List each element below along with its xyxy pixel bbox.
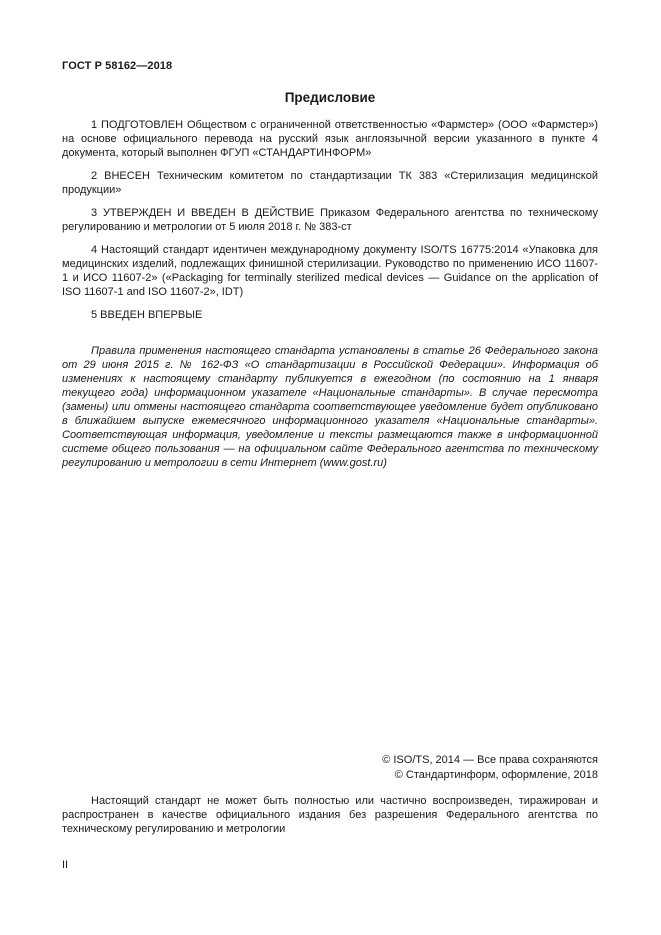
- document-code-header: ГОСТ Р 58162—2018: [62, 60, 173, 72]
- copyright-iso: © ISO/TS, 2014 — Все права сохраняются: [382, 754, 598, 766]
- foreword-paragraph-5: 5 ВВЕДЕН ВПЕРВЫЕ: [91, 309, 203, 321]
- section-title: Предисловие: [284, 90, 376, 105]
- copyright-standartinform: © Стандартинформ, оформление, 2018: [394, 769, 598, 781]
- application-rules-notice: Правила применения настоящего стандарта установлены в статье 26 Федерального закона от 29 июня 2015 г. № 162-ФЗ «О стандартизации в Российской Федерации». Информация об изменениях к настоящему стандарту публикуется в ежегодном (по состоянию на 1 января текущего года) информационном указателе «Национальные стандарты». В случае пересмотра (замены) или отмены настоящего стандарта соответствующее уведомление будет опубликовано в ближайшем выпуске ежемесячного информационного указателя «Национальные стандарты». Соответствующая информация, уведомление и тексты размещаются также в информационной системе общего пользования — на официальном сайте Федерального агентства по техническому регулированию и метрологии в сети Интернет (www.gost.ru): [62, 345, 598, 469]
- foreword-paragraph-2: 2 ВНЕСЕН Техническим комитетом по стандартизации ТК 383 «Стерилизация медицинской продукции»: [62, 170, 598, 196]
- foreword-body: [62, 118, 598, 322]
- copyright-block: [382, 753, 598, 783]
- foreword-paragraph-3: 3 УТВЕРЖДЕН И ВВЕДЕН В ДЕЙСТВИЕ Приказом Федерального агентства по техническому регулированию и метрологии от 5 июля 2018 г. № 383-ст: [62, 207, 598, 233]
- reproduction-notice: Настоящий стандарт не может быть полностью или частично воспроизведен, тиражирован и распространен в качестве официального издания без разрешения Федерального агентства по техническому регулированию и метрологии: [62, 795, 598, 835]
- page-number: II: [62, 859, 69, 871]
- foreword-paragraph-1: 1 ПОДГОТОВЛЕН Обществом с ограниченной ответственностью «Фармстер» (ООО «Фармстер») на основе официального перевода на русский язык англоязычной версии указанного в пункте 4 документа, который выполнен ФГУП «СТАНДАРТИНФОРМ»: [62, 119, 598, 159]
- foreword-paragraph-4: 4 Настоящий стандарт идентичен международному документу ISO/TS 16775:2014 «Упаковка для медицинских изделий, подлежащих финишной стерилизации. Руководство по применению ИСО 11607-1 и ИСО 11607-2» («Packaging for terminally sterilized medical devices — Guidance on the application of ISO 11607-1 and ISO 11607-2», IDT): [62, 244, 598, 298]
